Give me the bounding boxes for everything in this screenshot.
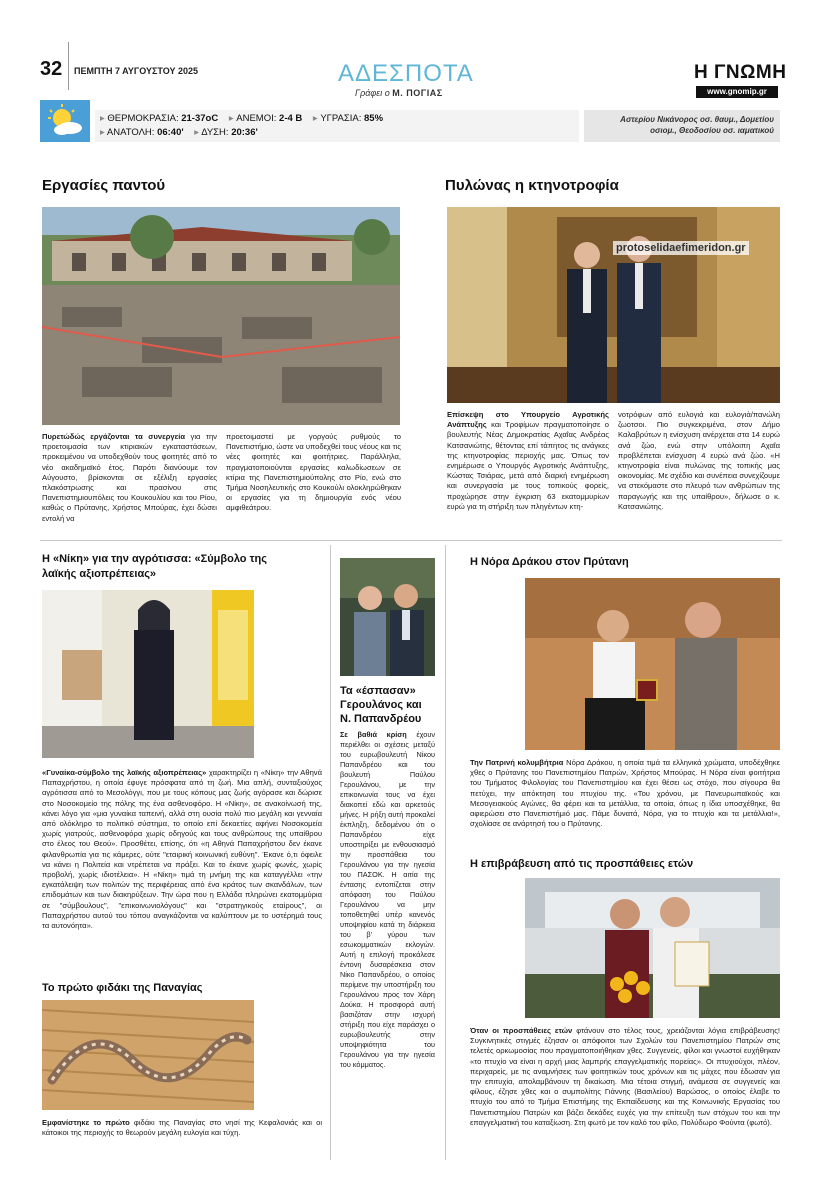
saints-line-1: Αστερίου Νικάνορος οσ. θαυμ., Δομετίου [620,115,774,124]
works-lead: Πυρετώδώς εργάζονται τα συνεργεία [42,432,186,441]
humidity-value: 85% [364,113,384,124]
snake-text: φιδάκι της Παναγίας στο νησί της Κεφαλονιάς και οι κάτοικοι της περιοχής το θεωρούν μεγάλη ευλογία και τύχη. [42,1118,322,1138]
nora-photo [525,578,780,750]
column-title: ΑΔΕΣΠΟΤΑ [338,60,474,87]
weather-row-1: ▸ ΘΕΡΜΟΚΡΑΣΙΑ: 21-37oC ▸ ΑΝΕΜΟΙ: 2-4 B ▸ ΥΓΡΑΣΙΑ: 85% [100,113,384,124]
gate-photo [447,207,780,403]
sparks-text: έχουν περιέλθει οι σχέσεις μεταξύ του ευρωβουλευτή Νίκου Παπανδρέου και του βουλευτή Παύλου Γερουλάνου, με την επικοινωνία τους να έχει διακοπεί εδώ και αρκετούς μήνες. Η ρήξη αυτή προκαλεί έκπληξη, δεδομένου ότι ο Παπανδρέου είχε υποστηρίξει με ενθουσιασμό την προσπάθεια του Γερουλάνου για την ηγεσία του ΠΑΣΟΚ. Η αιτία της έντασης εντοπίζεται στην απόφαση του Παύλου Γερουλάνου να μην τοποθετηθεί υπέρ κανενός υποψηφίου κατά τη διάρκεια του β' γύρου των εσωκομματικών εκλογών. Αυτή η επιλογή προκάλεσε έντονη δυσαρέσκεια στον Νίκο Παπανδρέου, ο οποίος περίμενε την υποστήριξη του Γερουλάνου προς τον Χάρη Δούκα. Η προσφορά αυτή βασιζόταν στην ισχυρή στήριξη που είχε παράσχει ο ευρωβουλευτής στην υποψηφιότητα του Γερουλάνου για την ηγεσία του κόμματος. [340,730,435,1069]
niki-lead: «Γυναίκα-σύμβολο της λαϊκής αξιοπρέπειας» [42,768,207,777]
byline-author: Μ. ΠΟΓΙΑΣ [392,88,443,98]
header-divider-vertical [68,42,69,90]
gate-col-1 [447,410,609,512]
weather-icon [40,100,90,142]
gate-lead: Επίσκεψη στο Υπουργείο Αγροτικής Ανάπτυξης [447,410,609,430]
website-link[interactable]: www.gnomip.gr [696,86,778,98]
snake-body [42,1118,322,1138]
watermark: protoselidaefimeridon.gr [613,241,749,255]
nora-lead: Την Πατρινή κολυμβήτρια [470,758,564,767]
sunset-value: 20:36' [231,127,258,138]
issue-date: ΠΕΜΠΤΗ 7 ΑΥΓΟΥΣΤΟΥ 2025 [74,66,199,76]
byline-prefix: Γράφει ο [355,88,390,98]
divider-top-sections [40,540,782,541]
saints-line-2: οσιομ., Θεοδοσίου οσ. ιαματικού [650,126,774,135]
sunset-label: ΔΥΣΗ: [201,127,229,138]
niki-text: χαρακτηρίζει η «Νίκη» την Αθηνά Παπαχρήστου, η οποία έφυγε πρόσφατα από τη ζωή. Μια απλή, συνταξιούχος αγρότισσα από το Μεσολόγγι, που με τους κόπους μας ζωής αγόρασε και δώρισε στο Νοσοκομείο της πόλης της ένα ασθενοφόρο. Η «Νίκη», σε ανακοίνωσή της, κάνει λόγο για «μια γυναίκα ταπεινή, αλλά στη ουσία πολύ πιο μεγάλη και γενναία από ολόκληρο το πολιτικό σύστημα, το οποίο επί δεκαετίες αφήνει Νοσοκομεία χωρίς γιατρούς, ασθενοφόρα χωρίς οδηγούς και τους ανθρώπους της υπαίθρου στο έλεος του Θεού». Προσθέτει, επίσης, ότι «η Αθηνά Παπαχρήστου δεν έκανε φιλανθρωπία για τις κάμερες, ούτε "εταιρική κοινωνική ευθύνη". Έκανε ό,τι όφειλε να κάνει η Πολιτεία και ντρέπεται να πράξει. Και το έκανε χωρίς φωνές, χωρίς προβολή, χωρίς ιδιοτέλεια». Η «Νίκη» τιμά τη μνήμη της και καταγγέλλει «την εγκατάλειψη των πολιτών της περιφέρειας από ένα κράτος των σκανδάλων, των επιδομάτων και των διακηρύξεων. Την ώρα που η Ελλάδα πληρώνει εκατομμύρια σε "σύμβουλους", "επικοινωνιολόγους" και "στρατηγικούς εταίρους", οι Παπαχρήστου αυτού του τόπου αναγκάζονται να καλύπτουν με το υστέρημά τους τα αυτονόητα». [42,768,322,931]
sparks-lead: Σε βαθιά κρίση [340,730,407,739]
sunrise-value: 06:40' [157,127,184,138]
snake-lead: Εμφανίστηκε το πρώτο [42,1118,130,1127]
reward-lead: Όταν οι προσπάθειες ετών [470,1026,573,1035]
reward-body [470,1026,780,1128]
temperature-label: ΘΕΡΜΟΚΡΑΣΙΑ: [107,113,179,124]
reward-title: Η επιβράβευση από τις προσπάθειες ετών [470,858,694,870]
page-number: 32 [40,58,63,80]
paper-logo: Η ΓΝΩΜΗ [694,62,787,83]
niki-title: Η «Νίκη» για την αγρότισσα: «Σύμβολο της λαϊκής αξιοπρέπειας» [42,553,267,580]
works-text-1: για την προετοιμασία των κτιριακών εγκαταστάσεων, προκειμένου να υποδεχθούν τους φοιτητές από το νέο ακαδημαϊκό έτος. Παρότι διανύουμε τον Αύγουστο, βρίσκονται σε εξέλιξη εργασίες πλακόστρωσης και πρασίνου στις Πανεπιστημιουπόλεις του Κουκουλίου και του Ρίου, καθώς ο Πρύτανης, Χρήστος Μπούρας, έχει δώσει εντολή να [42,432,217,523]
snake-photo [42,1000,254,1110]
niki-body [42,768,322,931]
gate-text-2: νοτρόφων από ευλογιά και ευλογιά/πανώλη ζωοτσοι. Πιο συγκεκριμένα, στον Δήμο Καλαβρύτων η ενίσχυση ανέρχεται στα 14 ευρώ ανά ζώο, ενώ στην υπόλοιπη Αχαΐα προβλέπεται ενίσχυση 4 ευρώ ανά ζώο. «Η κτηνοτροφία είναι πυλώνας της τοπικής μας οικονομίας. Με σχέδιο και συνέπεια συνεχίζουμε να στεκόμαστε στο πλευρό των ανθρώπων της παραγωγής και της υπαίθρου», δήλωσε ο κ. Κατσανιώτης. [618,410,780,511]
gate-text-1: και Τροφίμων πραγματοποίησε ο βουλευτής Νέας Δημοκρατίας Αχαΐας Ανδρέας Κατσανιώτης, θέτοντας επί τάπητος τις ανάγκες της κτηνοτροφίας περιοχής μας. Όπως τον ενημέρωσε ο Υπουργός Αγροτικής Ανάπτυξης, Κώστας Τσιάρας, μετά από διαρκή ενημέρωση και συνεργασία με τους τοπικούς φορείς, προχώρησε στην έγκριση 63 εκατομμυρίων ευρώ για τη στήριξη των πληγέντων κτη- [447,420,609,511]
works-col-1 [42,432,217,524]
nora-text: Νόρα Δράκου, η οποία τιμά τα ελληνικά χρώματα, υποδέχθηκε χθες ο Πρύτανης του Πανεπιστημίου Πατρών, Χρήστος Μπούρας. Η Νόρα είναι φοιτήτρια του Τμήματος Φιλολογίας του Πανεπιστημίου και έχει θέσει ως στόχο, που σίγουρα θα πετύχει, την απόκτηση του πτυχίου της. «Του χρόνου, με Πανευρωπαϊκούς και Μεσογειακούς Αγώνες, θα φέρει και τα μετάλλια, τα οποία, όπως η ίδια υποσχέθηκε, θα αφιερώσει στο Πανεπιστήμιό μας. Πάμε δυνατά, Νόρα, για το πτυχίο και τα μετάλλια!», σχολίασε σε ανάρτησή του ο Πρύτανης. [470,758,780,829]
humidity-label: ΥΓΡΑΣΙΑ: [320,113,362,124]
niki-photo [42,590,254,758]
gate-title: Πυλώνας η κτηνοτροφία [445,177,619,194]
weather-row-2: ▸ ΑΝΑΤΟΛΗ: 06:40' ▸ ΔΥΣΗ: 20:36' [100,127,258,138]
works-col-2 [226,432,401,514]
works-photo [42,207,400,425]
snake-title: Το πρώτο φιδάκι της Παναγίας [42,982,203,994]
temperature-value: 21-37oC [181,113,219,124]
wind-value: 2-4 B [279,113,303,124]
divider-col-left [330,545,331,1160]
saints-of-day [584,110,780,142]
nora-title: Η Νόρα Δράκου στον Πρύτανη [470,556,629,568]
nora-body [470,758,780,829]
divider-col-right [445,545,446,1160]
reward-photo [525,878,780,1018]
sparks-body [340,730,435,1070]
sunrise-label: ΑΝΑΤΟΛΗ: [106,127,155,138]
column-byline [355,88,443,98]
gate-col-2 [618,410,780,512]
works-text-2: προετοιμαστεί με γοργούς ρυθμούς το Πανεπιστήμιο, ώστε να υποδεχθεί τους νέους και τις νέες φοιτητές και φοιτήτριες. Παράλληλα, πραγματοποιούνται εργασίες καλωδίωσεων σε κτίρια της Πανεπιστημιούπολης στο Ρίο, ενώ στο Τμήμα Νοσηλευτικής στο Κουκούλι ολοκληρώθηκαν οι εργασίες για τη δημιουργία ενός νέου αμφιθεάτρου. [226,432,401,513]
reward-text: φτάνουν στο τέλος τους, χρειάζονται λόγια επιβράβευσης! Συγκινητικές στιγμές έζησαν οι απόφοιτοι των Σχολών του Πανεπιστημίου Πατρών στις τελετές ορκωμοσίας που πραγματοποιήθηκαν χθες. Συγγενείς, φίλοι και γνωστοί ευχήθηκαν «το πτυχίο να είναι η αρχή μιας λαμπρής επαγγελματικής πορείας». Οι πτυχιούχοι, πλέον, περιχαρείς, με τις αναμνήσεις των φοιτητικών τους χρόνων και τις μάχες που έδωσαν για την επιτυχία, απολαμβάνουν τη δικαίωση. Μια τέτοια στιγμή, ανάμεσα σε συγγενείς και φίλους, έζησε χθες και ο συμπολίτης Γιάννης (Βασιλείου) Βαρώσος, ο οποίος έλαβε το πτυχίο του από το Τμήμα Επιστήμης της Εκπαίδευσης και της Κοινωνικής Εργασίας του Πανεπιστημίου Πατρών και βάζει δεκάδες ευχές για την επίτευξη των στόχων του και την επαγγελματική του καταξίωση. Στη φωτό με τον καλό του φίλο, Πολύδωρο Φούντα (φωτό). [470,1026,780,1127]
works-title: Εργασίες παντού [42,177,166,194]
sparks-photo [340,558,435,676]
sparks-title: Τα «έσπασαν» Γερουλάνος και Ν. Παπανδρέου [340,685,422,725]
wind-label: ΑΝΕΜΟΙ: [236,113,277,124]
